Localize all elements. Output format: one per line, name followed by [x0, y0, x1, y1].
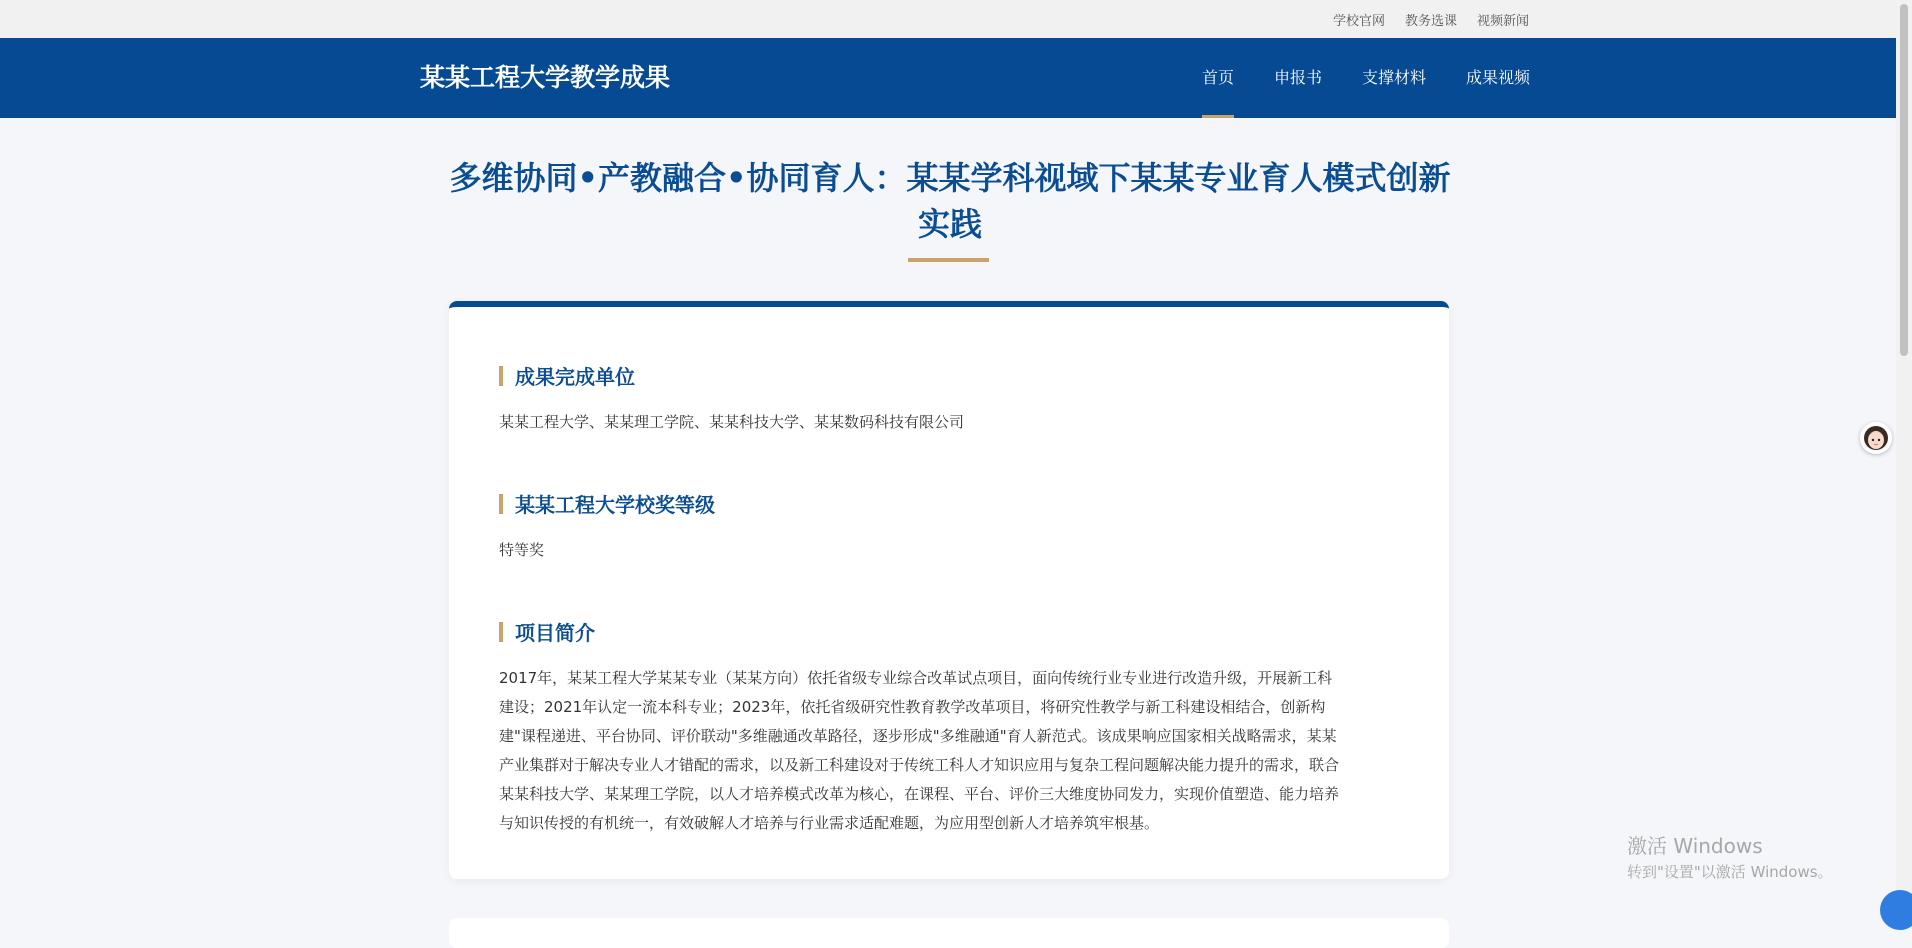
windows-activation-watermark — [1627, 830, 1833, 882]
main-nav — [1202, 38, 1530, 118]
section-project-summary — [499, 617, 1399, 838]
assistant-avatar-button[interactable] — [1860, 422, 1892, 454]
section-accent-bar — [499, 366, 503, 386]
top-utility-bar — [0, 0, 1896, 38]
summary-line: 产业集群对于解决专业人才错配的需求，以及新工科建设对于传统工科人才知识应用与复杂工程问题解决能力提升的需求，联合 — [499, 756, 1340, 774]
nav-item-videos[interactable]: 成果视频 — [1465, 68, 1530, 87]
page-title — [440, 155, 1460, 247]
section-heading — [499, 617, 1399, 646]
scrollbar-thumb[interactable] — [1900, 4, 1908, 356]
top-link-course-selection[interactable]: 教务选课 — [1404, 13, 1457, 29]
section-heading-text: 成果完成单位 — [515, 365, 635, 389]
page-scrollbar[interactable] — [1896, 0, 1912, 922]
top-link-video-news[interactable]: 视频新闻 — [1476, 13, 1529, 29]
next-card-peek — [449, 918, 1449, 948]
watermark-line-2: 转到"设置"以激活 Windows。 — [1627, 863, 1833, 881]
summary-line: 建"课程递进、平台协同、评价联动"多维融通改革路径，逐步形成"多维融通"育人新范式。该成果响应国家相关战略需求，某某 — [499, 727, 1337, 745]
section-award-level — [499, 489, 1399, 565]
title-underline — [908, 258, 989, 262]
summary-line: 与知识传授的有机统一，有效破解人才培养与行业需求适配难题，为应用型创新人才培养筑牢根基。 — [499, 814, 1160, 832]
project-summary-text — [499, 664, 1399, 838]
section-body: 某某工程大学、某某理工学院、某某科技大学、某某数码科技有限公司 — [499, 413, 965, 431]
top-link-school-site[interactable]: 学校官网 — [1332, 13, 1385, 29]
summary-line: 某某科技大学、某某理工学院，以人才培养模式改革为核心，在课程、平台、评价三大维度协同发力，实现价值塑造、能力培养 — [499, 785, 1340, 803]
section-heading-text: 某某工程大学校奖等级 — [515, 493, 715, 517]
section-accent-bar — [499, 622, 503, 642]
section-heading-text: 项目简介 — [515, 621, 595, 645]
section-heading — [499, 361, 1399, 390]
section-heading — [499, 489, 1399, 518]
nav-item-materials[interactable]: 支撑材料 — [1361, 68, 1426, 87]
main-navbar — [0, 38, 1896, 118]
site-brand[interactable]: 某某工程大学教学成果 — [420, 63, 671, 92]
summary-line: 建设；2021年认定一流本科专业；2023年，依托省级研究性教育教学改革项目，将研究性教学与新工科建设相结合，创新构 — [499, 698, 1326, 716]
section-completion-units — [499, 361, 1399, 437]
avatar-face-icon — [1863, 425, 1889, 451]
page-title-line-1: 多维协同•产教融合•协同育人：某某学科视域下某某专业育人模式创新 — [449, 159, 1451, 197]
summary-line: 2017年，某某工程大学某某专业（某某方向）依托省级专业综合改革试点项目，面向传统行业专业进行改造升级，开展新工科 — [499, 669, 1333, 687]
top-links — [1333, 0, 1529, 38]
floating-corner-button[interactable] — [1880, 890, 1912, 930]
section-accent-bar — [499, 494, 503, 514]
section-body: 特等奖 — [499, 541, 545, 559]
project-info-card — [449, 301, 1449, 879]
nav-item-home[interactable]: 首页 — [1202, 38, 1234, 118]
nav-item-application[interactable]: 申报书 — [1273, 68, 1322, 87]
page-title-line-2: 实践 — [917, 205, 982, 243]
watermark-line-1: 激活 Windows — [1627, 834, 1763, 858]
